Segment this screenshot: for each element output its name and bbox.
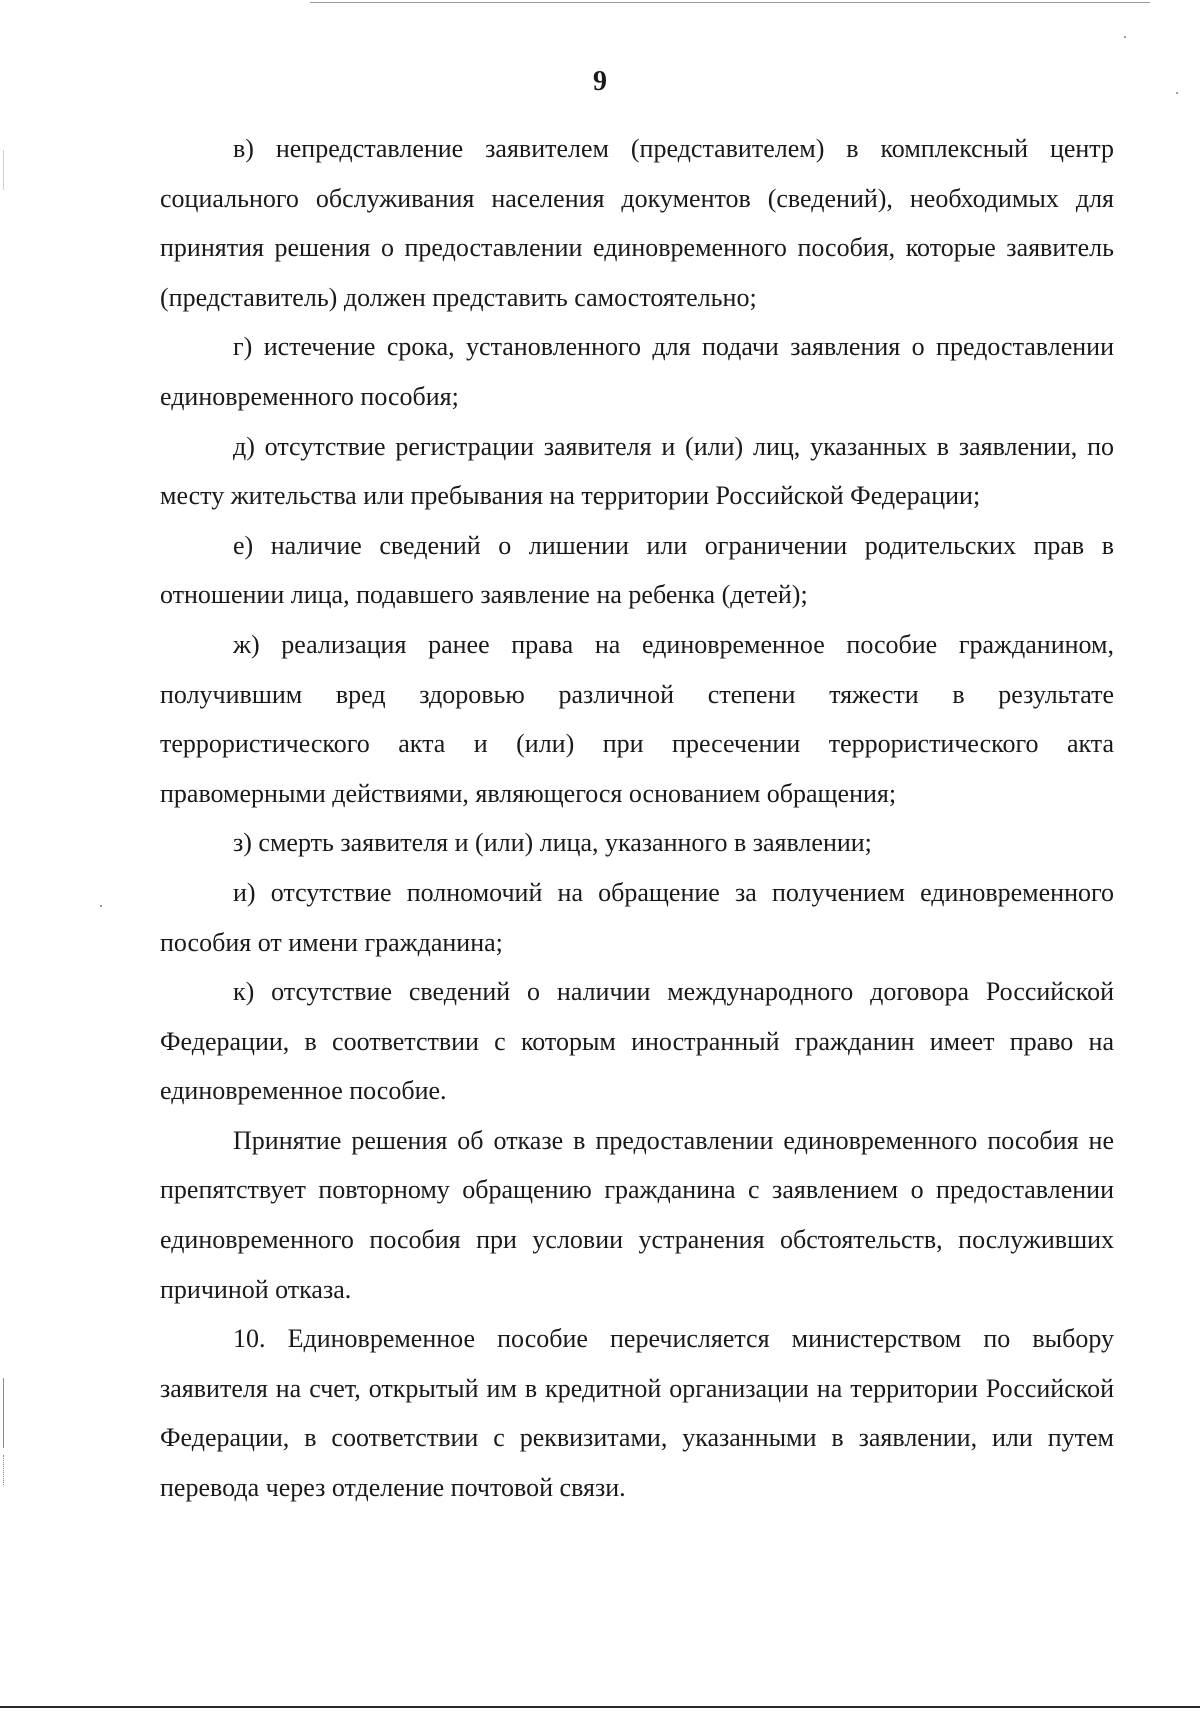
scan-speck — [100, 905, 102, 907]
scan-speck — [1124, 36, 1126, 38]
paragraph-refusal-note: Принятие решения об отказе в предоставлении единовременного пособия не препятствует повторному обращению гражданина с заявлением о предоставлении единовременного пособия при условии устранения обстоятельств, послуживших причиной отказа. — [160, 1125, 1114, 1304]
left-scan-mark — [3, 1455, 4, 1485]
left-scan-mark — [3, 1378, 4, 1448]
paragraph-section-10: 10. Единовременное пособие перечисляется министерством по выбору заявителя на счет, открытый им в кредитной организации на территории Российской Федерации, в соответствии с реквизитами, указанными в заявлении, или путем перевода через отделение почтовой связи. — [160, 1324, 1114, 1503]
paragraph-item-k: к) отсутствие сведений о наличии международного договора Российской Федерации, в соответствии с которым иностранный гражданин имеет право на единовременное пособие. — [160, 977, 1114, 1106]
paragraph-item-i: и) отсутствие полномочий на обращение за получением единовременного пособия от имени гражданина; — [160, 877, 1114, 957]
bottom-scan-edge — [0, 1706, 1200, 1708]
document-body — [160, 124, 1114, 1513]
top-scan-edge — [310, 2, 1150, 3]
paragraph-item-z: з) смерть заявителя и (или) лица, указанного в заявлении; — [233, 828, 872, 858]
page-number: 9 — [593, 66, 607, 97]
left-scan-mark — [3, 150, 4, 190]
paragraph-item-e: е) наличие сведений о лишении или ограничении родительских прав в отношении лица, подавшего заявление на ребенка (детей); — [160, 530, 1114, 610]
paragraph-item-d: д) отсутствие регистрации заявителя и (или) лиц, указанных в заявлении, по месту жительства или пребывания на территории Российской Федерации; — [160, 431, 1114, 511]
paragraph-item-v: в) непредставление заявителем (представителем) в комплексный центр социального обслуживания населения документов (сведений), необходимых для принятия решения о предоставлении единовременного пособия, которые заявитель (представитель) должен представить самостоятельно; — [160, 134, 1114, 312]
paragraph-item-g: г) истечение срока, установленного для подачи заявления о предоставлении единовременного пособия; — [160, 332, 1114, 411]
paragraph-item-zh: ж) реализация ранее права на единовременное пособие гражданином, получившим вред здоровью различной степени тяжести в результате террористического акта и (или) при пресечении террористического акта правомерными действиями, являющегося основанием обращения; — [160, 629, 1114, 808]
